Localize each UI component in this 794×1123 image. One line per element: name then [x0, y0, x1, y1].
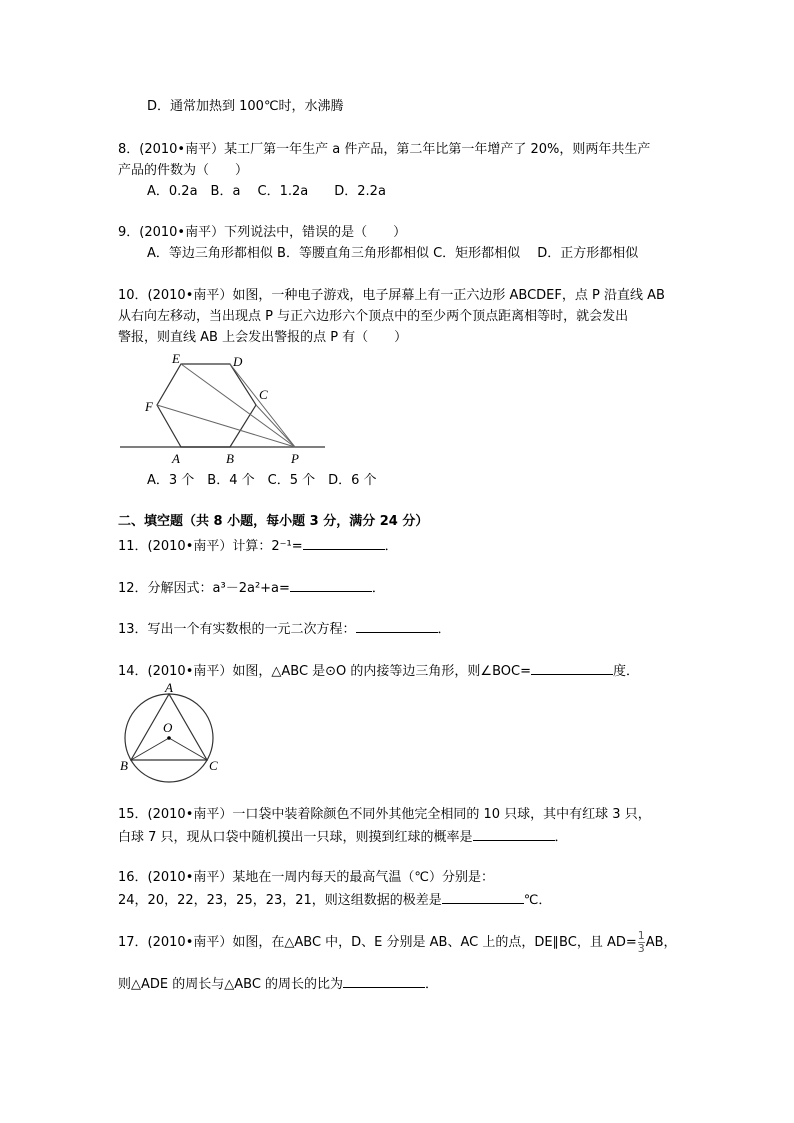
q8-line2: 产品的件数为（ ）: [118, 163, 249, 178]
q8-options: A．0.2a B．a C．1.2a D．2.2a: [147, 184, 386, 199]
q9-options: A．等边三角形都相似 B．等腰直角三角形都相似 C．矩形都相似 D．正方形都相似: [147, 246, 639, 261]
q10-line3: 警报，则直线 AB 上会发出警报的点 P 有（ ）: [118, 330, 408, 345]
q12: 12．分解因式：a³－2a²+a= ．: [118, 581, 385, 596]
label-c: C: [259, 387, 268, 402]
q16-line2: 24，20，22，23，25，23，21，则这组数据的极差是 ℃．: [118, 893, 552, 908]
q17-line2: 则△ADE 的周长与△ABC 的周长的比为 ．: [118, 977, 439, 992]
answer-blank[interactable]: [303, 537, 385, 550]
q10-line1: 10．(2010•南平）如图，一种电子游戏，电子屏幕上有一正六边形 ABCDEF，点 P 沿直线 AB: [118, 288, 665, 303]
circle-triangle-figure: [0, 680, 260, 795]
answer-blank[interactable]: [343, 975, 425, 988]
label-b: B: [226, 451, 234, 466]
fraction-one-third: [638, 930, 645, 955]
q13: 13．写出一个有实数根的一元二次方程： ．: [118, 622, 451, 637]
q17-line1: 17．(2010•南平）如图，在△ABC 中，D、E 分别是 AB、AC 上的点，DE∥BC，且 AD= $\frac{1}{3}$ AB，: [118, 929, 677, 955]
q14: 14．(2010•南平）如图，△ABC 是⊙O 的内接等边三角形，则∠BOC= 度．: [118, 664, 639, 679]
q16-line1: 16．(2010•南平）某地在一周内每天的最高气温（℃）分别是：: [118, 870, 494, 885]
label-o: O: [163, 720, 173, 735]
q9-line1: 9．(2010•南平）下列说法中，错误的是（ ）: [118, 225, 407, 240]
q15-line1: 15．(2010•南平）一口袋中装着除颜色不同外其他完全相同的 10 只球，其中有红球 3 只，: [118, 807, 651, 822]
label-e: E: [172, 351, 180, 366]
answer-blank[interactable]: [531, 662, 613, 675]
fraction-numerator: 1: [637, 929, 645, 942]
label-a: A: [165, 680, 173, 695]
q15-line2: 白球 7 只，现从口袋中随机摸出一只球，则摸到红球的概率是 ．: [118, 830, 568, 845]
label-p: P: [291, 451, 299, 466]
answer-blank[interactable]: [290, 579, 372, 592]
q10-line2: 从右向左移动，当出现点 P 与正六边形六个顶点中的至少两个顶点距离相等时，就会发出: [118, 309, 629, 324]
label-a: A: [172, 451, 180, 466]
q10-options: A．3 个 B．4 个 C．5 个 D．6 个: [147, 473, 377, 488]
answer-blank[interactable]: [356, 620, 438, 633]
label-f: F: [145, 399, 153, 414]
q7-option-d: D．通常加热到 100℃时，水沸腾: [147, 99, 344, 114]
answer-blank[interactable]: [473, 828, 555, 841]
hexagon-figure: [0, 0, 794, 472]
q11: 11．(2010•南平）计算：2⁻¹= ．: [118, 539, 398, 554]
label-b: B: [120, 758, 128, 773]
label-c: C: [209, 758, 218, 773]
q8-line1: 8．(2010•南平）某工厂第一年生产 a 件产品，第二年比第一年增产了 20%，则两年共生产: [118, 142, 651, 157]
section-heading: 二、填空题（共 8 小题，每小题 3 分，满分 24 分）: [118, 514, 429, 529]
answer-blank[interactable]: [442, 891, 524, 904]
label-d: D: [233, 354, 243, 369]
fraction-denominator: 3: [637, 942, 645, 955]
